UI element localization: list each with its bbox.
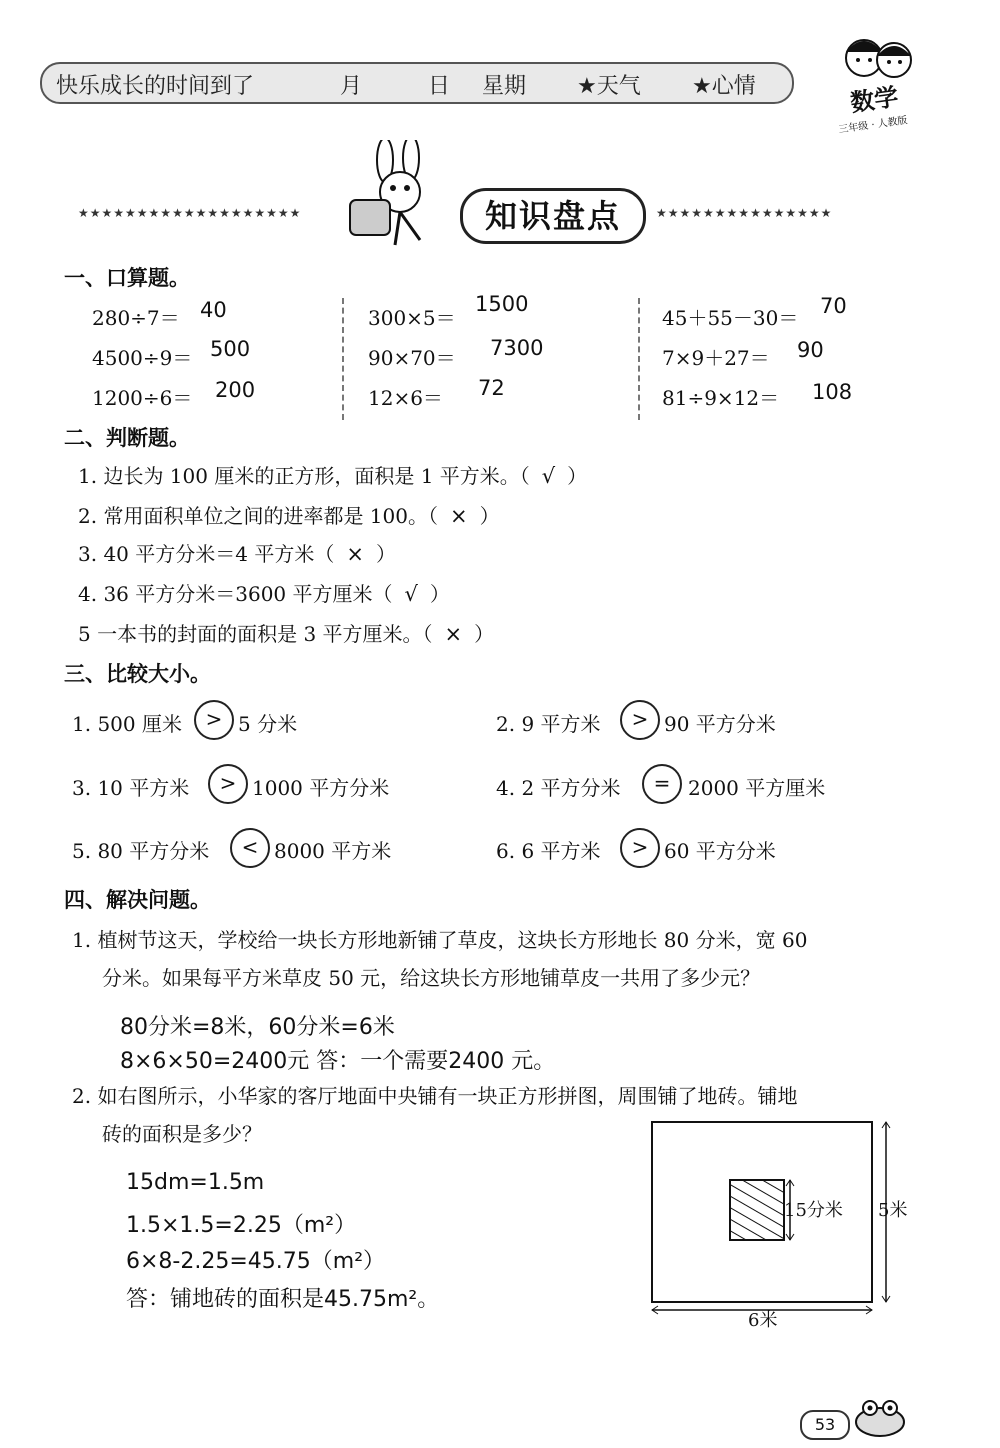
rabbit-mascot-icon	[345, 140, 460, 250]
left-value: 6 平方米	[521, 839, 601, 863]
calc-answer: 70	[820, 294, 847, 318]
item-text: 一本书的封面的面积是 3 平方厘米。（	[97, 622, 433, 646]
calc-question: 81÷9×12＝	[662, 386, 780, 410]
item-number: 2.	[72, 1084, 92, 1108]
column-divider-2	[638, 298, 640, 420]
compare-circle: >	[194, 700, 234, 740]
item-number: 4.	[78, 582, 98, 606]
header-slogan: 快乐成长的时间到了	[56, 74, 255, 99]
compare-circle: =	[642, 764, 682, 804]
compare-left	[72, 772, 189, 801]
item-close: ）	[479, 504, 500, 528]
section-title: 知识盘点	[460, 188, 646, 244]
inner-square-label: 15分米	[784, 1200, 843, 1221]
subject-title: 数学	[848, 82, 901, 118]
calc-question: 45＋55－30＝	[662, 306, 799, 330]
height-label: 5米	[878, 1200, 908, 1221]
compare-circle: >	[620, 828, 660, 868]
problem-1-work-1: 80分米=8米，60分米=6米	[120, 1015, 395, 1040]
star-divider-right: ★★★★★★★★★★★★★★★	[656, 206, 833, 220]
item-number: 2.	[78, 504, 98, 528]
item-number: 5	[78, 622, 91, 646]
problem-2-line-1	[72, 1080, 797, 1109]
frog-mascot-icon	[850, 1392, 910, 1440]
subject-logo	[838, 30, 918, 140]
square-puzzle	[730, 1180, 784, 1240]
item-number: 2.	[496, 712, 516, 736]
check-mark: √	[404, 582, 418, 606]
calc-question: 90×70＝	[368, 346, 456, 370]
item-number: 1.	[72, 712, 92, 736]
item-text: 36 平方分米＝3600 平方厘米（	[103, 582, 393, 606]
compare-right: 2000 平方厘米	[688, 776, 826, 800]
calc-question: 300×5＝	[368, 306, 456, 330]
item-number: 1.	[72, 928, 92, 952]
calc-answer: 500	[210, 337, 251, 361]
compare-right: 5 分米	[238, 712, 298, 736]
part3-title: 三、比较大小。	[64, 662, 211, 686]
item-number: 4.	[496, 776, 516, 800]
compare-circle: <	[230, 828, 270, 868]
calc-answer: 200	[215, 378, 256, 402]
problem-2-work-3: 6×8-2.25=45.75（m²）	[126, 1249, 386, 1274]
left-value: 500 厘米	[97, 712, 182, 736]
compare-circle: >	[208, 764, 248, 804]
compare-right: 1000 平方分米	[252, 776, 390, 800]
left-value: 80 平方分米	[97, 839, 210, 863]
calc-answer: 90	[797, 338, 824, 362]
subject-grade: 三年级 · 人教版	[837, 115, 909, 136]
header-month: 月	[340, 74, 363, 99]
calc-answer: 40	[200, 298, 227, 322]
item-close: ）	[474, 622, 495, 646]
compare-left	[72, 708, 182, 737]
compare-left	[496, 772, 621, 801]
header-day: 日	[428, 74, 451, 99]
cross-mark: ×	[449, 504, 468, 528]
judge-item-4	[78, 578, 450, 607]
item-number: 3.	[78, 542, 98, 566]
calc-question: 1200÷6＝	[92, 386, 193, 410]
problem-text: 如右图所示，小华家的客厅地面中央铺有一块正方形拼图，周围铺了地砖。铺地	[97, 1084, 798, 1108]
item-close: ）	[429, 582, 450, 606]
column-divider-1	[342, 298, 344, 420]
problem-2-work-2: 1.5×1.5=2.25（m²）	[126, 1213, 357, 1238]
problem-1-work-2: 8×6×50=2400元 答：一个需要2400 元。	[120, 1049, 556, 1074]
calc-question: 280÷7＝	[92, 306, 180, 330]
calc-answer: 72	[478, 376, 505, 400]
calc-question: 7×9＋27＝	[662, 346, 770, 370]
calc-question: 4500÷9＝	[92, 346, 193, 370]
check-mark: √	[541, 464, 556, 488]
compare-right: 60 平方分米	[664, 839, 776, 863]
compare-right: 8000 平方米	[274, 839, 392, 863]
calc-answer: 7300	[490, 336, 544, 360]
item-close: ）	[375, 542, 396, 566]
header-bar	[40, 62, 794, 104]
problem-1-line-2: 分米。如果每平方米草皮 50 元，给这块长方形地铺草皮一共用了多少元？	[102, 966, 761, 990]
header-mood: ★心情	[692, 74, 756, 99]
compare-right: 90 平方分米	[664, 712, 776, 736]
cross-mark: ×	[346, 542, 364, 566]
item-number: 3.	[72, 776, 92, 800]
item-text: 边长为 100 厘米的正方形，面积是 1 平方米。（	[103, 464, 530, 488]
left-value: 2 平方分米	[521, 776, 621, 800]
judge-item-1	[78, 460, 587, 489]
item-text: 常用面积单位之间的进率都是 100。（	[103, 504, 438, 528]
left-value: 10 平方米	[97, 776, 190, 800]
problem-2-work-4: 答：铺地砖的面积是45.75m²。	[126, 1287, 440, 1312]
part2-title: 二、判断题。	[64, 426, 190, 450]
part4-title: 四、解决问题。	[64, 888, 211, 912]
problem-2-work-1: 15dm=1.5m	[126, 1170, 265, 1195]
header-weather: ★天气	[577, 74, 641, 99]
star-divider-left: ★★★★★★★★★★★★★★★★★★★	[78, 206, 302, 220]
problem-1-line-1	[72, 924, 807, 953]
compare-left	[496, 835, 601, 864]
calc-question: 12×6＝	[368, 386, 443, 410]
item-close: ）	[567, 464, 588, 488]
calc-answer: 1500	[475, 292, 529, 316]
judge-item-2	[78, 500, 500, 529]
item-text: 40 平方分米＝4 平方米（	[103, 542, 335, 566]
problem-2-line-2: 砖的面积是多少？	[102, 1122, 262, 1146]
compare-circle: >	[620, 700, 660, 740]
item-number: 6.	[496, 839, 516, 863]
page-number: 53	[800, 1410, 850, 1440]
judge-item-3	[78, 538, 396, 567]
cross-mark: ×	[444, 622, 463, 646]
problem-text: 植树节这天，学校给一块长方形地新铺了草皮，这块长方形地长 80 分米，宽 60	[97, 928, 808, 952]
width-label: 6米	[748, 1310, 778, 1331]
left-value: 9 平方米	[521, 712, 601, 736]
item-number: 1.	[78, 464, 98, 488]
header-weekday: 星期	[482, 74, 527, 99]
compare-left	[72, 835, 209, 864]
item-number: 5.	[72, 839, 92, 863]
calc-answer: 108	[812, 380, 853, 404]
compare-left	[496, 708, 601, 737]
judge-item-5	[78, 618, 494, 647]
part1-title: 一、口算题。	[64, 266, 190, 290]
